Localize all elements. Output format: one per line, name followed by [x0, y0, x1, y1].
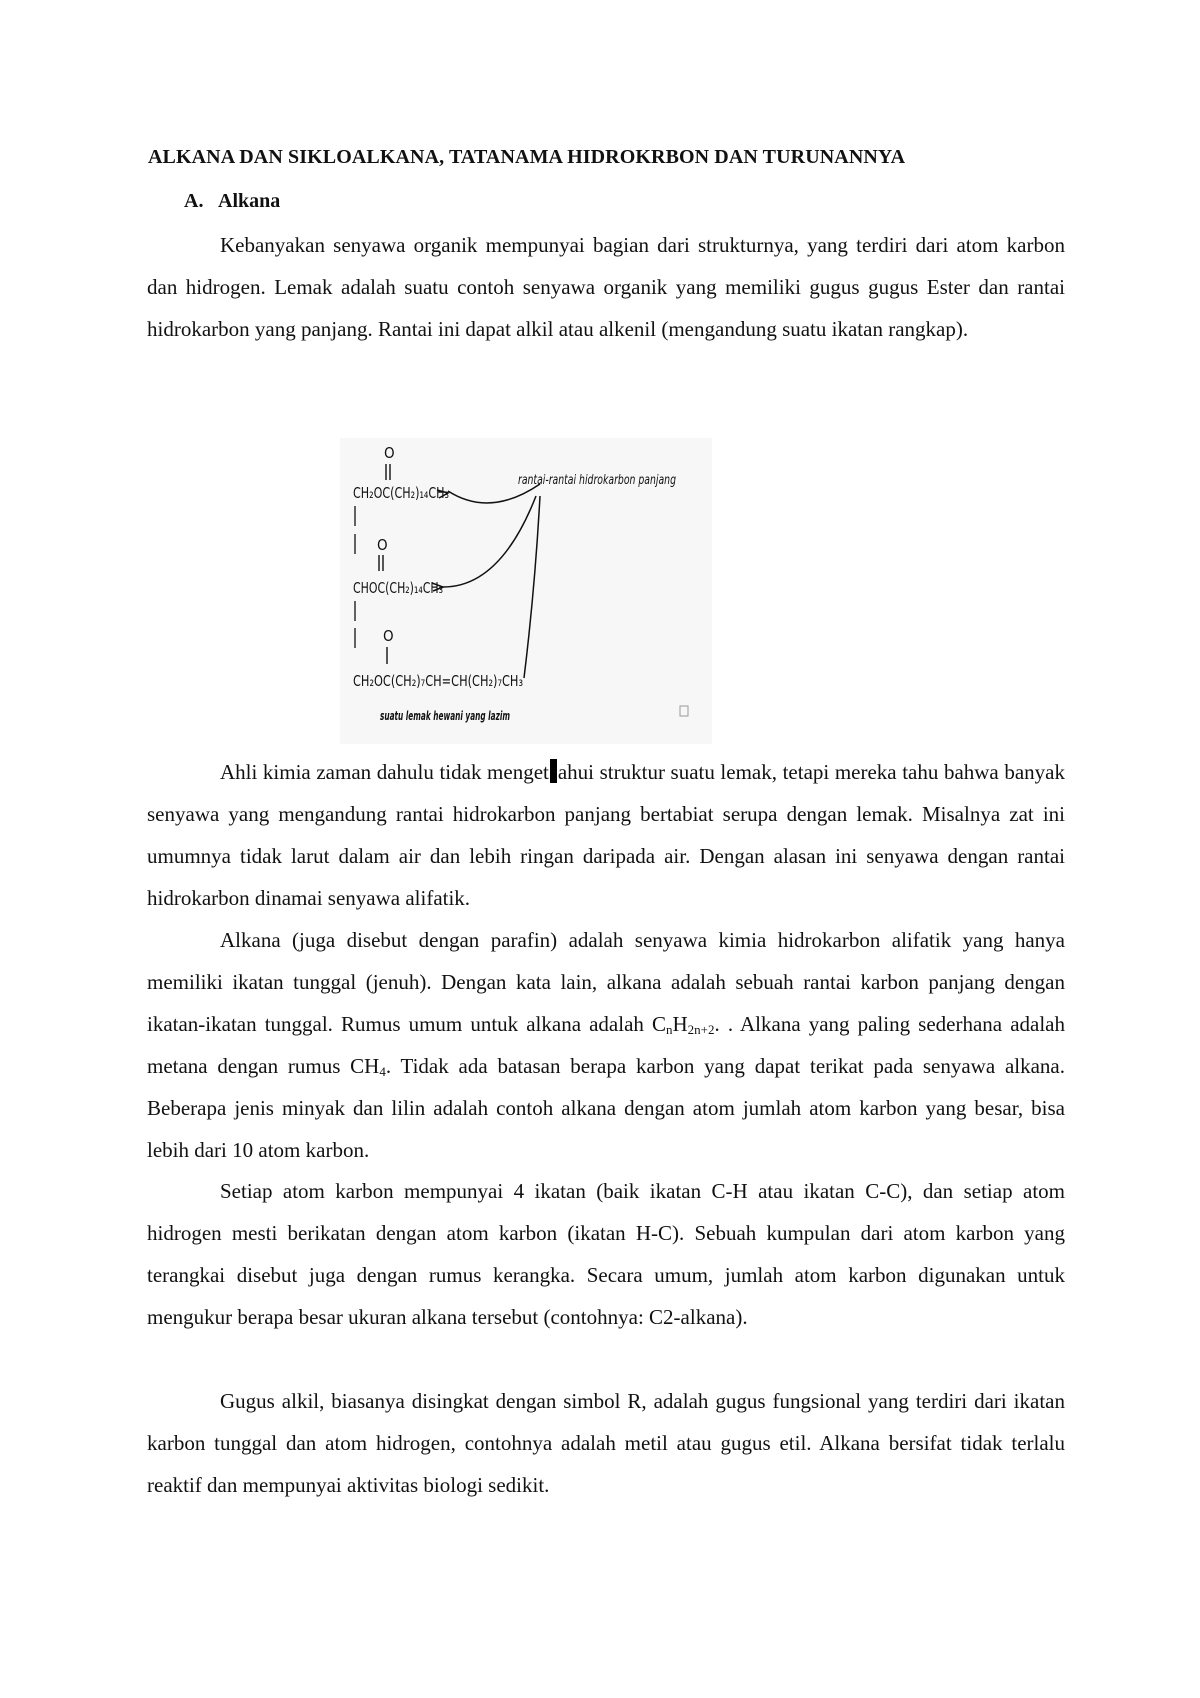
arrow-to-row-2 — [442, 496, 536, 587]
subscript-4: 4 — [379, 1064, 386, 1079]
subscript-2n2: 2n+2 — [687, 1022, 715, 1037]
section-number: A. — [184, 190, 204, 212]
page-title: ALKANA DAN SIKLOALKANA, TATANAMA HIDROKRBON DAN TURUNANNYA — [148, 146, 906, 168]
paragraph-3-c: . Tidak ada batasan berapa karbon yang dapat terikat pada senyawa alkana. Beberapa jenis minyak dan lilin adalah contoh alkana dengan atom jumlah atom karbon yang besar, bisa lebih dari 10 atom karbon. — [147, 1054, 1066, 1162]
carbonyl-oxygen-1: O — [384, 444, 395, 462]
paragraph-5: Gugus alkil, biasanya disingkat dengan simbol R, adalah gugus fungsional yang terdiri dari ikatan karbon tunggal dan atom hidrogen, contohnya adalah metil atau gugus etil. Alkana bersifat tidak terlalu reaktif dan mempunyai aktivitas biologi sedikit. — [147, 1389, 1065, 1497]
paragraph-2-start: Ahli kimia zaman dahulu tidak menget — [220, 760, 549, 784]
section-title: Alkana — [218, 190, 281, 212]
paragraph-3-a: Alkana (juga disebut dengan parafin) adalah senyawa kimia hidrokarbon alifatik yang hanya memiliki ikatan tunggal (jenuh). Dengan kata lain, alkana adalah sebuah rantai karbon panjang dengan ikatan-ikatan tunggal. Rumus umum untuk alkana adalah C — [147, 928, 1065, 1036]
arrow-to-row-3 — [524, 496, 540, 678]
carbonyl-oxygen-2: O — [377, 536, 388, 554]
paragraph-1: Kebanyakan senyawa organik mempunyai bagian dari strukturnya, yang terdiri dari atom karbon dan hidrogen. Lemak adalah suatu contoh senyawa organik yang memiliki gugus gugus Ester dan rantai hidrokarbon yang panjang. Rantai ini dapat alkil atau alkenil (mengandung suatu ikatan rangkap). — [147, 233, 1065, 341]
chain-arrows — [432, 484, 540, 678]
ester-row-2: CHOC(CH₂)₁₄CH₃ — [353, 579, 443, 597]
triglyceride-diagram — [340, 438, 712, 744]
chain-label: rantai-rantai hidrokarbon panjang — [518, 473, 676, 488]
hydrogen-symbol: H — [672, 1012, 688, 1036]
paragraph-4: Setiap atom karbon mempunyai 4 ikatan (baik ikatan C-H atau ikatan C-C), dan setiap atom hidrogen mesti berikatan dengan atom karbon (ikatan H-C). Sebuah kumpulan dari atom karbon yang terangkai disebut juga dengan rumus kerangka. Secara umum, jumlah atom karbon digunakan untuk mengukur berapa besar ukuran alkana tersebut (contohnya: C2-alkana). — [147, 1179, 1065, 1329]
paragraph-3 — [147, 919, 1065, 1171]
subscript-n: n — [666, 1022, 673, 1037]
ester-row-1: CH₂OC(CH₂)₁₄CH₃ — [353, 484, 449, 502]
text-cursor — [550, 759, 557, 783]
paragraph-3-b: . . Alkana yang paling sederhana adalah metana dengan rumus CH — [147, 1012, 1065, 1078]
section-heading — [184, 190, 280, 213]
fat-structure-figure — [340, 438, 712, 744]
carbonyl-oxygen-3: O — [383, 627, 394, 645]
figure-caption: suatu lemak hewani yang lazim — [380, 709, 510, 723]
ester-row-3: CH₂OC(CH₂)₇CH=CH(CH₂)₇CH₃ — [353, 672, 523, 690]
paragraph-2-end: ahui struktur suatu lemak, tetapi mereka tahu bahwa banyak senyawa yang mengandung rantai hidrokarbon panjang bertabiat serupa dengan lemak. Misalnya zat ini umumnya tidak larut dalam air dan lebih ringan daripada air. Dengan alasan ini senyawa dengan rantai hidrokarbon dinamai senyawa alifatik. — [147, 760, 1065, 910]
paragraph-2 — [147, 751, 1065, 919]
image-resize-handle[interactable] — [680, 706, 688, 716]
